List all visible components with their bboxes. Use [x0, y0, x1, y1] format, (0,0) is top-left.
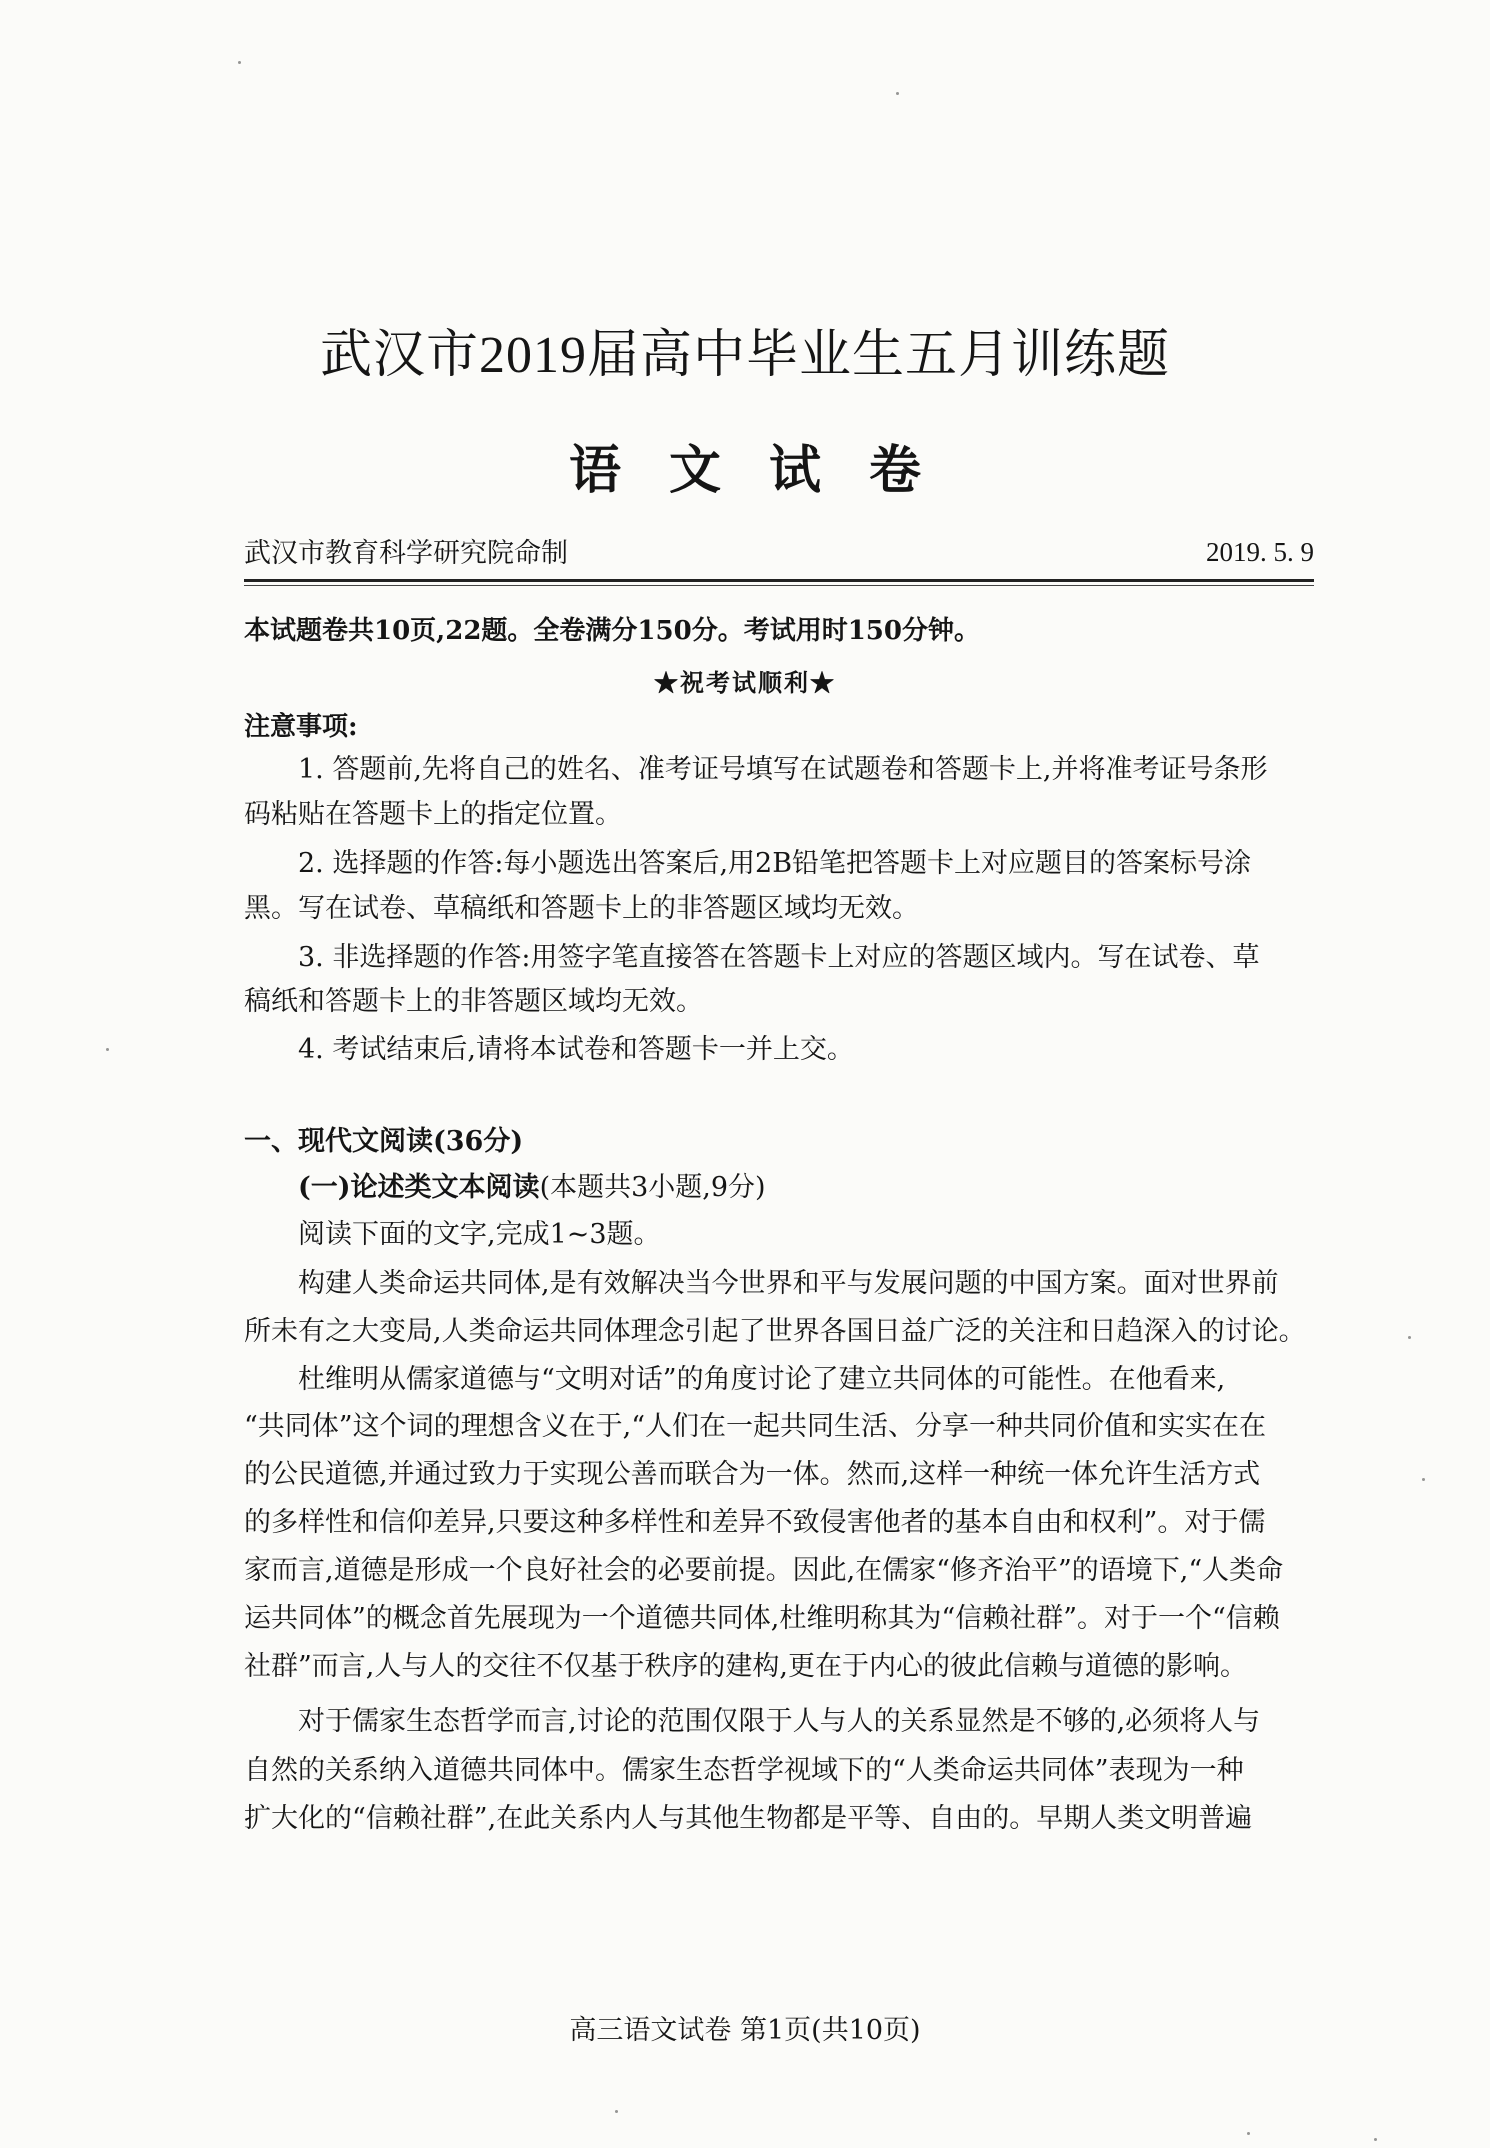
note-4-line-1: 4. 考试结束后,请将本试卷和答题卡一并上交。	[298, 1034, 854, 1065]
exam-subject-title: 语文试卷	[568, 440, 969, 501]
header-rule-thin	[244, 585, 1314, 586]
note-3-line-2: 稿纸和答题卡上的非答题区域均无效。	[244, 986, 703, 1017]
scan-speck	[106, 1048, 109, 1051]
scan-speck	[896, 92, 899, 95]
blessing-line: ★祝考试顺利★	[654, 668, 836, 697]
passage-line: 社群”而言,人与人的交往不仅基于秩序的建构,更在于内心的彼此信赖与道德的影响。	[244, 1651, 1247, 1682]
note-1-line-2: 码粘贴在答题卡上的指定位置。	[244, 799, 622, 830]
exam-summary: 本试题卷共10页,22题。全卷满分150分。考试用时150分钟。	[244, 616, 980, 646]
notes-title: 注意事项:	[244, 712, 358, 742]
header-rule-thick	[244, 579, 1314, 582]
issuer-line: 武汉市教育科学研究院命制	[244, 538, 568, 569]
passage-line: 运共同体”的概念首先展现为一个道德共同体,杜维明称其为“信赖社群”。对于一个“信赖	[244, 1603, 1280, 1634]
scan-speck	[1408, 1336, 1411, 1339]
passage-line: 杜维明从儒家道德与“文明对话”的角度讨论了建立共同体的可能性。在他看来,	[298, 1364, 1226, 1395]
scan-speck	[615, 2110, 618, 2113]
note-3-line-1: 3. 非选择题的作答:用签字笔直接答在答题卡上对应的答题区域内。写在试卷、草	[298, 942, 1260, 973]
passage-line: 家而言,道德是形成一个良好社会的必要前提。因此,在儒家“修齐治平”的语境下,“人类命	[244, 1555, 1284, 1586]
sub-section-heading-bold: (一)论述类文本阅读	[298, 1172, 540, 1203]
scan-speck	[238, 61, 241, 64]
note-1-line-1: 1. 答题前,先将自己的姓名、准考证号填写在试题卷和答题卡上,并将准考证号条形	[298, 754, 1268, 785]
passage-line: 扩大化的“信赖社群”,在此关系内人与其他生物都是平等、自由的。早期人类文明普遍	[244, 1803, 1253, 1834]
scan-speck	[1374, 2138, 1377, 2141]
sub-section-heading	[298, 1174, 766, 1201]
passage-line: 自然的关系纳入道德共同体中。儒家生态哲学视域下的“人类命运共同体”表现为一种	[244, 1755, 1244, 1786]
scan-speck	[1247, 2132, 1250, 2135]
reading-instruction: 阅读下面的文字,完成1~3题。	[298, 1219, 661, 1250]
issue-date: 2019. 5. 9	[1206, 537, 1314, 567]
note-2-line-1: 2. 选择题的作答:每小题选出答案后,用2B铅笔把答题卡上对应题目的答案标号涂	[298, 848, 1252, 879]
passage-line: 对于儒家生态哲学而言,讨论的范围仅限于人与人的关系显然是不够的,必须将人与	[298, 1706, 1261, 1737]
exam-main-title: 武汉市2019届高中毕业生五月训练题	[319, 327, 1170, 384]
section-heading: 一、现代文阅读(36分)	[244, 1126, 524, 1157]
passage-line: “共同体”这个词的理想含义在于,“人们在一起共同生活、分享一种共同价值和实实在在	[244, 1411, 1266, 1442]
passage-line: 的多样性和信仰差异,只要这种多样性和差异不致侵害他者的基本自由和权利”。对于儒	[244, 1507, 1266, 1538]
passage-line: 的公民道德,并通过致力于实现公善而联合为一体。然而,这样一种统一体允许生活方式	[244, 1459, 1261, 1490]
sub-section-heading-detail: (本题共3小题,9分)	[539, 1172, 766, 1203]
passage-line: 所未有之大变局,人类命运共同体理念引起了世界各国日益广泛的关注和日趋深入的讨论。	[244, 1316, 1306, 1347]
scan-speck	[1422, 1478, 1425, 1481]
passage-line: 构建人类命运共同体,是有效解决当今世界和平与发展问题的中国方案。面对世界前	[298, 1268, 1279, 1299]
note-2-line-2: 黑。写在试卷、草稿纸和答题卡上的非答题区域均无效。	[244, 893, 919, 924]
page-footer: 高三语文试卷 第1页(共10页)	[569, 2015, 921, 2046]
